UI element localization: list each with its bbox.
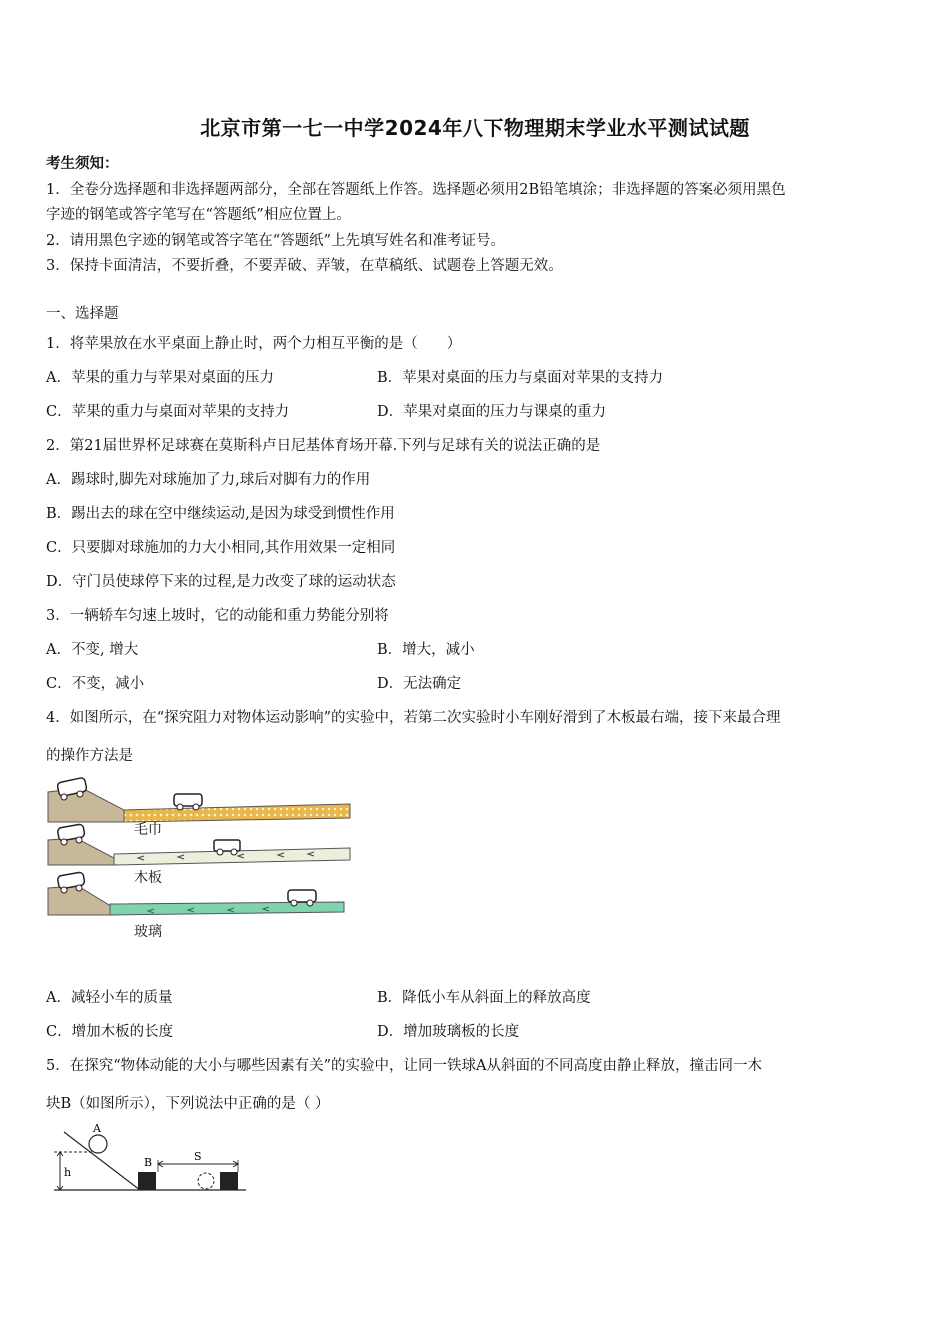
q4-option-b: B．降低小车从斜面上的释放高度	[377, 990, 591, 1006]
friction-experiment-figure	[44, 770, 356, 945]
question-2-stem: 2．第21届世界杯足球赛在莫斯科卢日尼基体育场开幕.下列与足球有关的说法正确的是	[46, 438, 601, 454]
label-ball: A	[93, 1122, 101, 1135]
question-4-stem: 4．如图所示，在“探究阻力对物体运动影响”的实验中，若第二次实验时小车刚好滑到了木板最右端，接下来最合理	[46, 710, 781, 726]
question-4-stem-cont: 的操作方法是	[46, 748, 133, 764]
q1-option-c: C．苹果的重力与桌面对苹果的支持力	[46, 404, 290, 420]
q2-option-b: B．踢出去的球在空中继续运动,是因为球受到惯性作用	[46, 506, 395, 522]
q2-option-c: C．只要脚对球施加的力大小相同,其作用效果一定相同	[46, 540, 396, 556]
label-distance: S	[194, 1150, 202, 1163]
question-5-stem-cont: 块B（如图所示），下列说法中正确的是（ ）	[46, 1096, 330, 1112]
q2-option-a: A．踢球时,脚先对球施加了力,球后对脚有力的作用	[46, 472, 371, 488]
exam-title: 北京市第一七一中学2024年八下物理期末学业水平测试试题	[200, 116, 750, 140]
q3-option-b: B．增大，减小	[377, 642, 475, 658]
notice-item: 3．保持卡面清洁，不要折叠，不要弄破、弄皱，在草稿纸、试题卷上答题无效。	[46, 258, 563, 274]
wood-track	[48, 824, 350, 865]
label-wood: 木板	[134, 870, 162, 886]
q4-option-a: A．减轻小车的质量	[46, 990, 173, 1006]
q2-option-d: D．守门员使球停下来的过程,是力改变了球的运动状态	[46, 574, 396, 590]
q1-option-b: B．苹果对桌面的压力与桌面对苹果的支持力	[377, 370, 664, 386]
cart-icon	[174, 794, 202, 810]
notice-item: 字迹的钢笔或答字笔写在“答题纸”相应位置上。	[46, 207, 351, 223]
question-3-stem: 3．一辆轿车匀速上坡时，它的动能和重力势能分别将	[46, 608, 389, 624]
q1-option-d: D．苹果对桌面的压力与课桌的重力	[377, 404, 607, 420]
kinetic-energy-figure	[50, 1122, 250, 1198]
notice-item: 2．请用黑色字迹的钢笔或答字笔在“答题纸”上先填写姓名和准考证号。	[46, 233, 506, 249]
q3-option-c: C．不变，减小	[46, 676, 145, 692]
block-b	[138, 1172, 156, 1190]
label-glass: 玻璃	[134, 924, 162, 940]
block-b-moved	[220, 1172, 238, 1190]
notice-heading: 考生须知：	[46, 155, 119, 172]
label-block: B	[144, 1156, 153, 1169]
q4-option-c: C．增加木板的长度	[46, 1024, 174, 1040]
glass-track	[48, 872, 344, 915]
question-1-stem: 1．将苹果放在水平桌面上静止时，两个力相互平衡的是（ ）	[46, 336, 462, 352]
q3-option-d: D．无法确定	[377, 676, 462, 692]
q4-option-d: D．增加玻璃板的长度	[377, 1024, 520, 1040]
q3-option-a: A．不变, 增大	[46, 642, 139, 658]
towel-track	[48, 777, 350, 822]
label-towel: 毛巾	[134, 822, 162, 838]
section-title: 一、选择题	[46, 306, 119, 322]
notice-item: 1．全卷分选择题和非选择题两部分，全部在答题纸上作答。选择题必须用2B铅笔填涂；非选择题的答案必须用黑色	[46, 182, 786, 198]
ball-a	[89, 1135, 107, 1153]
q1-option-a: A．苹果的重力与苹果对桌面的压力	[46, 370, 274, 386]
question-5-stem: 5．在探究“物体动能的大小与哪些因素有关”的实验中，让同一铁球A从斜面的不同高度由静止释放，撞击同一木	[46, 1058, 763, 1074]
label-height: h	[64, 1166, 72, 1179]
